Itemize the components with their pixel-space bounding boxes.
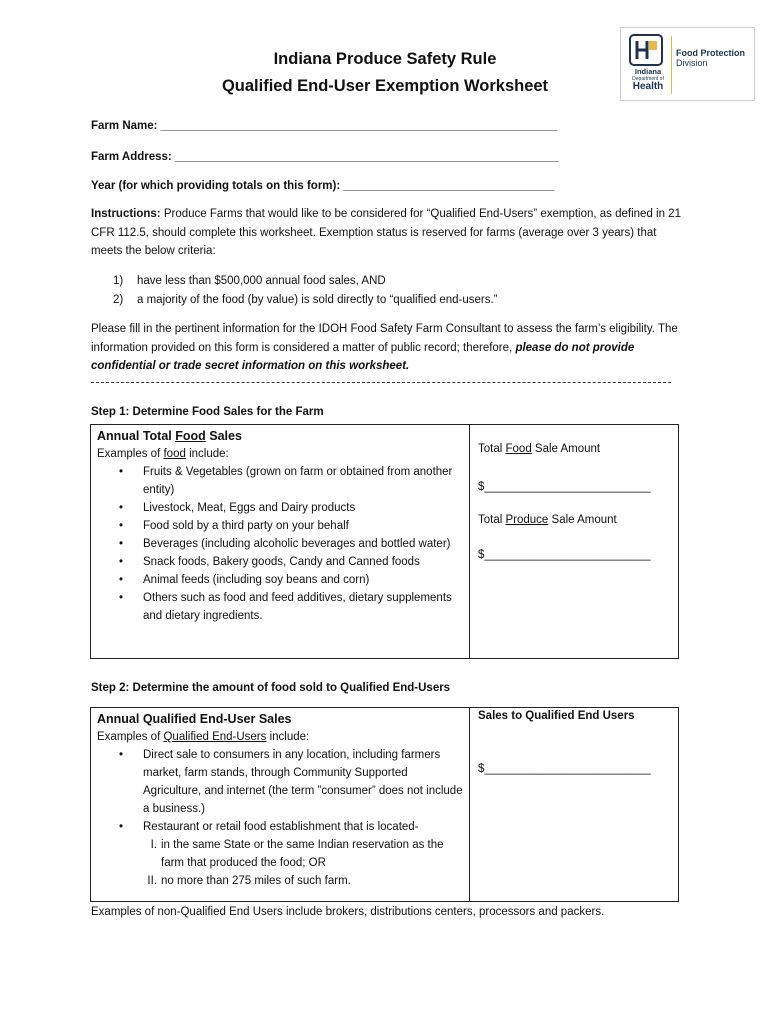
step2-left-cell [97,710,465,890]
step2-examples-underlined: Qualified End-Users [163,731,267,743]
logo-division-line1: Food Protection [676,48,745,58]
total-produce-post: Sale Amount [548,514,617,526]
step1-examples-list [97,463,465,625]
farm-address-field[interactable]: Farm Address: ____________________________________________________________ [91,151,559,163]
instructions-label: Instructions: [91,208,161,220]
step1-title-food: Food [175,429,206,443]
footer-note: Examples of non-Qualified End Users include brokers, distributions centers, processors and packers. [91,906,605,918]
criteria-text: have less than $500,000 annual food sales, AND [137,275,386,287]
step1-examples-intro [97,445,465,463]
step2-column-divider [469,708,470,901]
step2-examples-post: include: [266,731,310,743]
list-item: • Food sold by a third party on your behalf [143,517,465,535]
criteria-item [113,272,681,291]
list-item: • Livestock, Meat, Eggs and Dairy products [143,499,465,517]
page-title: Indiana Produce Safety Rule [273,50,497,68]
logo-divider [671,36,672,94]
step1-examples-post: include: [185,448,229,460]
qualified-sales-amount-field[interactable]: $__________________________ [478,763,651,775]
step2-sublist [97,836,465,890]
list-item: • Others such as food and feed additives, dietary supplements and dietary ingredients. [143,589,465,625]
logo-division-line2: Division [676,58,708,68]
idoh-emblem-icon [629,34,663,66]
criteria-item [113,291,681,310]
total-produce-underlined: Produce [505,514,549,526]
sublist-number: I. [150,839,157,851]
logo-text [627,68,669,92]
confidential-warning: please do not provide confidential or trade secret information on this worksheet. [91,341,635,372]
total-produce-label [478,514,678,526]
step2-examples-list [97,746,465,836]
step1-column-divider [469,425,470,658]
sublist-number: II. [147,875,157,887]
list-item: • Fruits & Vegetables (grown on farm or obtained from another entity) [143,463,465,499]
criteria-number: 2) [113,293,124,306]
criteria-text: a majority of the food (by value) is sold directly to “qualified end-users.” [137,293,498,306]
step2-heading: Step 2: Determine the amount of food sold to Qualified End-Users [91,682,451,694]
year-field[interactable]: Year (for which providing totals on this form): _________________________________ [91,180,555,192]
total-produce-amount-field[interactable]: $__________________________ [478,549,651,561]
step1-table [90,424,679,659]
step1-title-post: Sales [205,429,242,443]
step1-heading: Step 1: Determine Food Sales for the Farm [91,406,324,418]
dashed-separator [91,382,671,383]
page-subtitle: Qualified End-User Exemption Worksheet [221,77,549,95]
step1-box-title [97,427,465,445]
step2-table [90,707,679,902]
sublist-text: no more than 275 miles of such farm. [161,875,351,887]
total-food-pre: Total [478,443,506,455]
step2-examples-intro [97,728,465,746]
note-paragraph [91,320,681,376]
list-item: • Restaurant or retail food establishment that is located- [143,818,465,836]
list-item: • Direct sale to consumers in any location, including farmers market, farm stands, through Community Supported Agriculture, and internet (the term ”consumer” does not include a business.) [143,746,465,818]
sublist-item [150,836,465,872]
list-item: • Snack foods, Bakery goods, Candy and Canned foods [143,553,465,571]
instructions-text: Produce Farms that would like to be considered for “Qualified End-Users” exemption, as defined in 21 CFR 112.5, should complete this worksheet. Exemption status is reserved for farms (average over 3 years) that meets the below criteria: [91,208,681,257]
list-item: • Beverages (including alcoholic beverages and bottled water) [143,535,465,553]
logo-state: Indiana [634,67,662,76]
criteria-number: 1) [113,275,124,287]
total-food-label [478,443,678,455]
step2-examples-pre: Examples of [97,731,164,743]
sublist-item [147,872,465,890]
note-text: Please fill in the pertinent information for the IDOH Food Safety Farm Consultant to assess the farm’s eligibility. The information provided on this form is considered a matter of public record; therefore, [91,323,678,354]
step1-left-cell [97,427,465,625]
total-produce-pre: Total [478,514,506,526]
logo-health: Health [632,81,664,92]
step1-examples-pre: Examples of [97,448,164,460]
logo-division [676,48,745,68]
idoh-logo [620,27,755,101]
logo-department: Department of [632,76,664,82]
total-food-amount-field[interactable]: $__________________________ [478,481,651,493]
farm-name-field[interactable]: Farm Name: ______________________________________________________________ [91,120,558,132]
step2-box-title: Annual Qualified End-User Sales [97,712,292,726]
sublist-text: in the same State or the same Indian reservation as the farm that produced the food; OR [161,839,444,869]
total-food-underlined: Food [505,443,532,455]
criteria-list [91,272,681,309]
total-food-post: Sale Amount [531,443,601,455]
list-item: • Animal feeds (including soy beans and corn) [143,571,465,589]
step1-examples-food: food [163,448,186,460]
instructions-paragraph [91,205,681,261]
qualified-sales-label: Sales to Qualified End Users [478,710,635,722]
step1-title-pre: Annual Total [97,429,176,443]
